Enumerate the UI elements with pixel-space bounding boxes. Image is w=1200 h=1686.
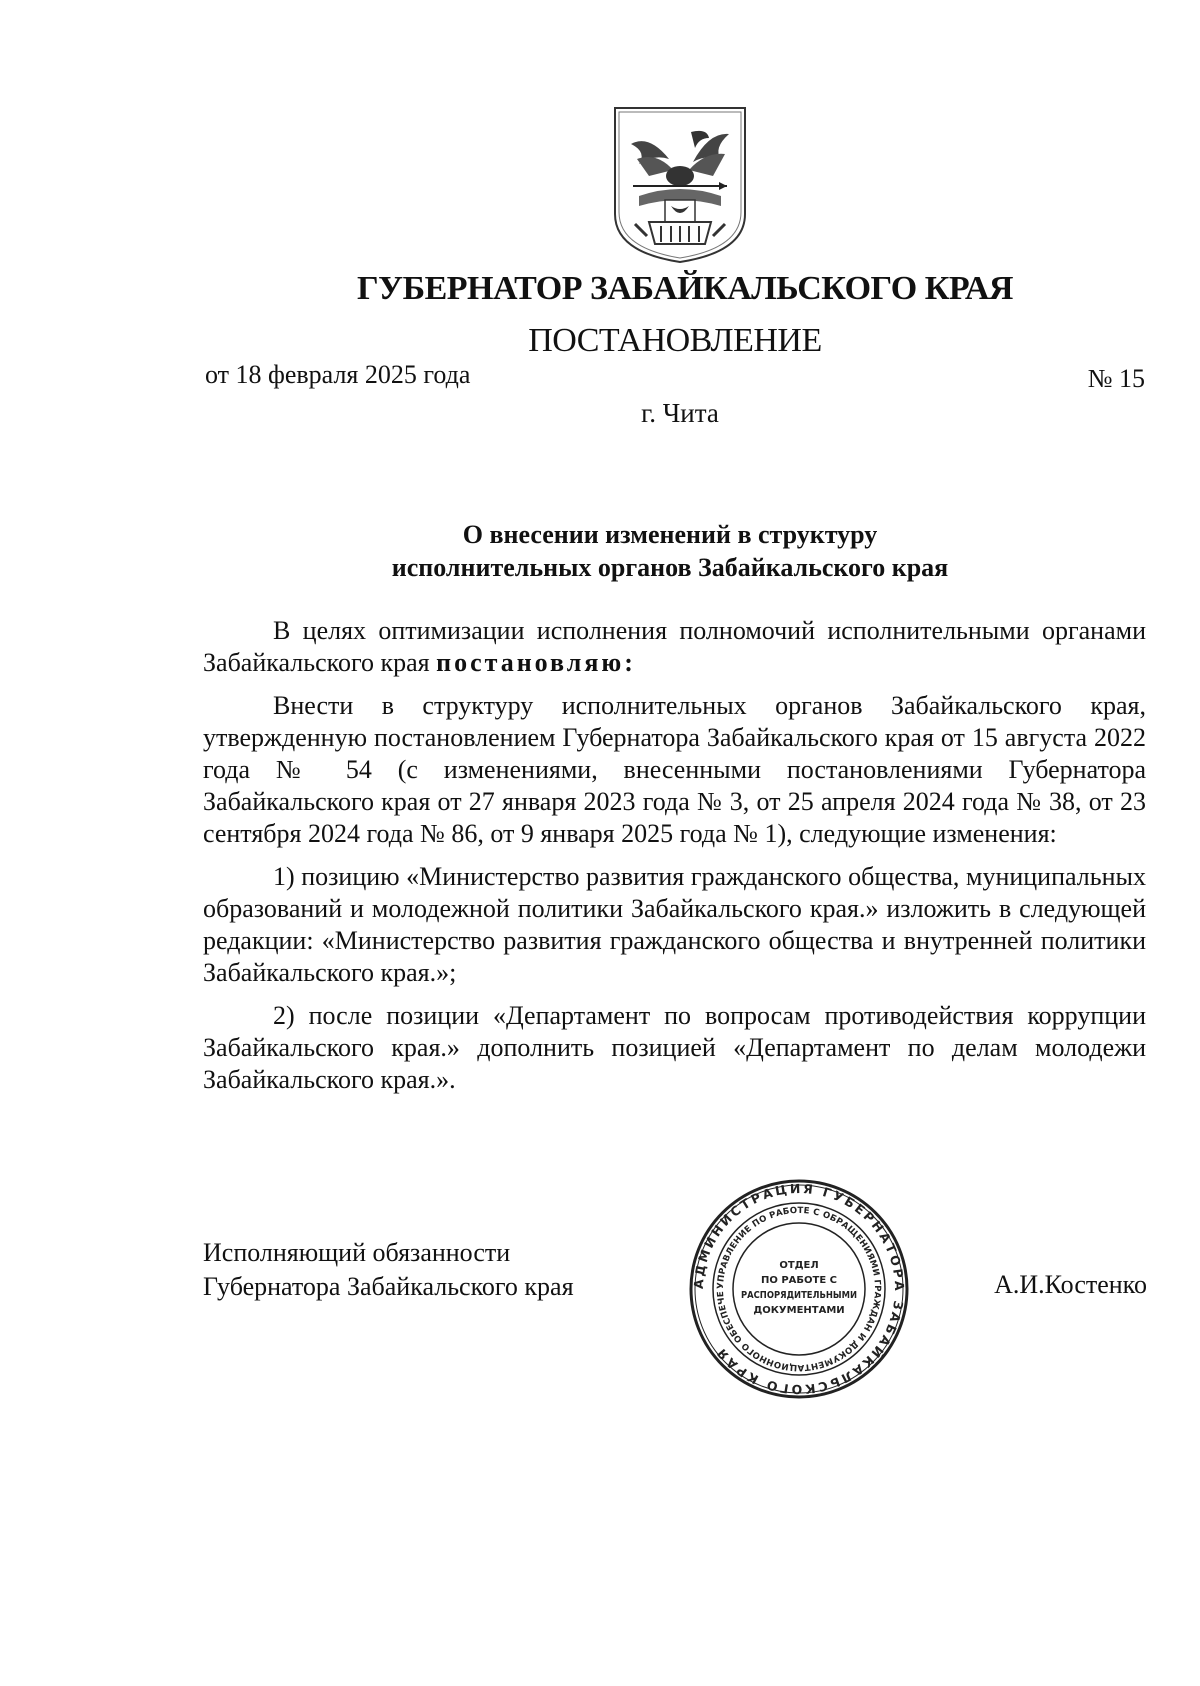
document-title (340, 518, 1000, 584)
document-type: ПОСТАНОВЛЕНИЕ (528, 322, 822, 359)
stamp-outer-ring: АДМИНИСТРАЦИЯ ГУБЕРНАТОРА ЗАБАЙКАЛЬСКОГО КРАЯ (690, 1180, 908, 1398)
issuing-authority: ГУБЕРНАТОР ЗАБАЙКАЛЬСКОГО КРАЯ (357, 270, 1013, 307)
document-city: г. Чита (641, 398, 719, 428)
official-stamp (688, 1178, 910, 1400)
main-paragraph: Внести в структуру исполнительных органов Забайкальского края, утвержденную постановлением Губернатора Забайкальского края от 15 августа 2022 года № 54 (с изменениями, внесенными постановлениями Губернатора Забайкальского края от 27 января 2023 года № 3, от 25 апреля 2024 года № 38, от 23 сентября 2024 года № 86, от 9 января 2025 года № 1), следующие изменения: (203, 691, 1146, 848)
document-number: № 15 (1087, 364, 1145, 393)
signatory-position (203, 1236, 574, 1304)
stamp-center-line-3: РАСПОРЯДИТЕЛЬНЫМИ (741, 1290, 858, 1301)
list-item-1: 1) позицию «Министерство развития гражданского общества, муниципальных образований и молодежной политики Забайкальского края.» изложить в следующей редакции: «Министерство развития гражданского общества и внутренней политики Забайкальского края.»; (203, 862, 1146, 987)
stamp-center-line-1: ОТДЕЛ (779, 1260, 819, 1271)
signatory-position-line-1: Исполняющий обязанности (203, 1238, 511, 1267)
stamp-center-line-2: ПО РАБОТЕ С (760, 1275, 838, 1286)
signatory-position-line-2: Губернатора Забайкальского края (203, 1272, 574, 1301)
document-body (203, 615, 1146, 1107)
stamp-inner-ring: УПРАВЛЕНИЕ ПО РАБОТЕ С ОБРАЩЕНИЯМИ ГРАЖДАН И ДОКУМЕНТАЦИОННОГО ОБЕСПЕЧЕ (715, 1205, 883, 1373)
decree-word: постановляю: (436, 648, 636, 677)
document-date: от 18 февраля 2025 года (205, 360, 471, 389)
title-line-2: исполнительных органов Забайкальского края (391, 553, 949, 582)
coat-of-arms-icon (609, 104, 751, 266)
preamble-paragraph (203, 615, 1146, 679)
stamp-center-line-4: ДОКУМЕНТАМИ (753, 1305, 845, 1316)
title-line-1: О внесении изменений в структуру (462, 520, 878, 549)
list-item-2: 2) после позиции «Департамент по вопросам противодействия коррупции Забайкальского края.» дополнить позицией «Департамент по делам молодежи Забайкальского края.». (203, 1001, 1146, 1094)
preamble-text: В целях оптимизации исполнения полномочий исполнительными органами Забайкальского края (203, 616, 1146, 677)
signatory-name: А.И.Костенко (994, 1270, 1147, 1299)
